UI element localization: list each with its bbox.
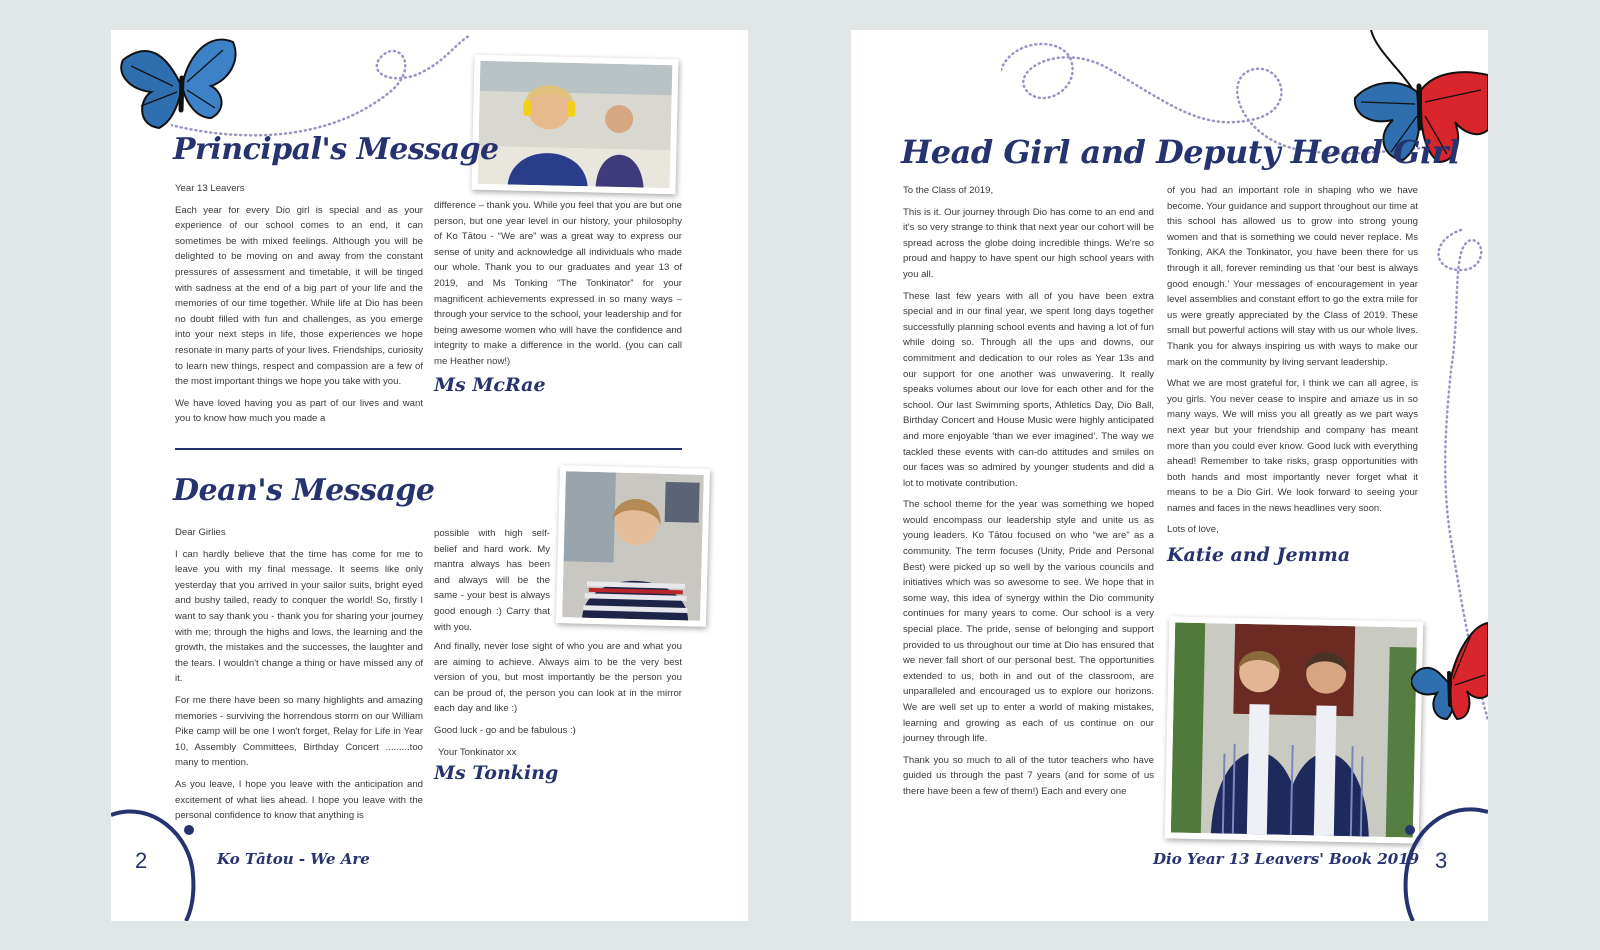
dean-photo xyxy=(556,465,710,627)
letter-closing: Lots of love, xyxy=(1167,524,1219,536)
principal-column-2 xyxy=(434,198,682,396)
principal-paragraph: Each year for every Dio girl is special and as your experience of our school comes to an end, it can sometimes be with mixed feelings. Although you will be delighted to be moving on and away from the constant pressures of assessment and timetable, it will be tinged with sadness at the end of a big part of your life and the memories of our time together. While life at Dio has been no doubt filled with fun and challenges, as you emerge into your next steps in life, those experiences we hope resonate in many parts of your lives. Friendships, curiosity to learn new things, respect and compassion are a few of the most important things we hope you take with you. xyxy=(175,204,423,388)
dean-paragraph: possible with high self-belief and hard work. My mantra always has been and always will be the same - your best is always good enough :) Carry that with you. xyxy=(434,528,550,633)
principal-paragraph: difference – thank you. While you feel that you are but one person, but one year level in our history, your philosophy of Ko Tātou - “We are” was a great way to express our sense of unity and acknowledge all individuals who made our whole. Thank you to our graduates and year 13 of 2019, and Ms Tonking “The Tonkinator” for your magnificent achievements expressed in so many ways – through your service to the school, your leadership and for being awesome women who will have the confidence and integrity to make a difference in the world. (you can call me Heather now!) xyxy=(434,200,682,367)
principal-column-1 xyxy=(175,181,423,433)
dean-column-1 xyxy=(175,525,423,830)
principal-intro: Year 13 Leavers xyxy=(175,183,245,194)
head-girl-signature: Katie and Jemma xyxy=(1167,544,1351,567)
page-number-right: 3 xyxy=(1435,848,1448,873)
footer-right: Dio Year 13 Leavers' Book 2019 xyxy=(1153,850,1420,868)
dean-paragraph: Good luck - go and be fabulous :) xyxy=(434,724,576,736)
dean-signature: Ms Tonking xyxy=(434,762,559,785)
right-page xyxy=(851,30,1488,921)
letter-paragraph: Thank you so much to all of the tutor teachers who have guided us through the past 7 years (and for some of us there have been a few of them!) Each and every one xyxy=(903,754,1154,797)
dean-paragraph: I can hardly believe that the time has come for me to leave you with my final message. It seems like only yesterday that you arrived in your sailor suits, bright eyed and bushy tailed, ready to conquer the world! So, firstly I want to say thank you - thank you for sharing your journey with me; through the highs and lows, the learning and the growth, the mistakes and the successes, the laughter and the tears. I wouldn't change a thing or have missed any of it. xyxy=(175,548,423,685)
butterfly-small-red-icon xyxy=(1411,615,1488,725)
dean-column-2 xyxy=(434,639,682,785)
dean-paragraph: And finally, never lose sight of who you are and what you are aiming to achieve. Always aim to be the very best version of you, but most importantly be the person you can be proud of, the person you can look at in the mirror each day and like :) xyxy=(434,641,682,715)
letter-paragraph: What we are most grateful for, I think we can all agree, is you girls. You never cease to inspire and amaze us in so many ways. We will miss you all greatly as we part ways next year but your friendship and company has meant more than you could ever know. Good luck with everything ahead! Remember to take risks, grasp opportunities with both hands and most importantly never forget what it means to be a Dio Girl. We look forward to seeing your names and faces in the news headlines very soon. xyxy=(1167,378,1418,514)
footer-left: Ko Tātou - We Are xyxy=(217,850,370,868)
principal-heading: Principal's Message xyxy=(173,132,499,167)
head-girl-column-2 xyxy=(1167,183,1418,567)
dean-intro: Dear Girlies xyxy=(175,527,226,538)
principal-photo xyxy=(471,55,678,195)
letter-greeting: To the Class of 2019, xyxy=(903,185,994,196)
letter-paragraph: The school theme for the year was something we hoped would encompass our leadership style and unite us as young leaders. Ko Tātou focused on who “we are” as a community. The term focuses (Unity, Pride and Personal Best) were picked up so well by the various councils and initiatives which was so awesome to see. We hope that in some way, this idea of synergy within the Dio community continues for many years to come. Our school is a very special place. The pride, sense of belonging and support provided to us throughout our time at Dio has ensured that we never fall short of our personal best. The opportunities extended to us, both in and out of the classroom, are unparalleled and encouraged us to explore our horizons. We are well set up to enter a world of making mistakes, learning and growing as each of us continue on our journey through life. xyxy=(903,499,1154,745)
head-girl-column-1 xyxy=(903,183,1154,806)
section-divider xyxy=(175,448,682,450)
head-girl-heading: Head Girl and Deputy Head Girl xyxy=(901,133,1460,171)
dean-paragraph: As you leave, I hope you leave with the anticipation and excitement of what lies ahead. I hope you leave with the personal confidence to know that anything is xyxy=(175,778,423,822)
left-page xyxy=(111,30,748,921)
dean-paragraph: For me there have been so many highlights and amazing memories - surviving the horrendous storm on our William Pike camp will be one I won't forget, Relay for Life in Year 10, Assembly Committees, Birthday Concert .........too many to mention. xyxy=(175,694,423,769)
dean-closing: Your Tonkinator xx xyxy=(438,746,517,758)
letter-paragraph: This is it. Our journey through Dio has come to an end and it's so very strange to think that next year our cohort will be spread across the globe doing incredible things. We're so proud and happy to have spent our high school years with you all. xyxy=(903,206,1154,280)
corner-swirl xyxy=(111,800,211,921)
dean-column-2-top xyxy=(434,526,550,641)
letter-paragraph: of you had an important role in shaping who we have become. Your guidance and support throughout our time at this school has allowed us to grow into strong young women and that is something we could never replace. Ms Tonking, AKA the Tonkinator, you have been there for us through it all, forever reminding us that ‘our best is always good enough.’ Your messages of encouragement in year level assemblies and constant effort to go the extra mile for us were greatly appreciated by the Class of 2019. These small but powerful actions will stay with us our whole lives. Thank you for always inspiring us with ways to make our mark on the community by living servant leadership. xyxy=(1167,185,1418,368)
head-girls-photo xyxy=(1165,616,1424,843)
page-number-left: 2 xyxy=(135,848,148,873)
letter-paragraph: These last few years with all of you have been extra special and in our final year, we spent long days together successfully planning school events and having a lot of fun while doing so. Through all the ups and downs, our commitment and dedication to our roles as Year 13s and our support for one another was unwavering. It really speaks volumes about our love for each other and for the school. Our last Swimming sports, Athletics Day, Dio Ball, Birthday Concert and House Music were highly anticipated and more enjoyable ‘than we ever imagined’. The way we tackled these events with can-do attitudes and smiles on our faces was so admired by younger students and did a lot to motivate contribution. xyxy=(903,290,1154,489)
principal-signature: Ms McRae xyxy=(434,373,546,396)
dean-heading: Dean's Message xyxy=(173,473,435,508)
principal-paragraph: We have loved having you as part of our lives and want you to know how much you made a xyxy=(175,397,423,425)
